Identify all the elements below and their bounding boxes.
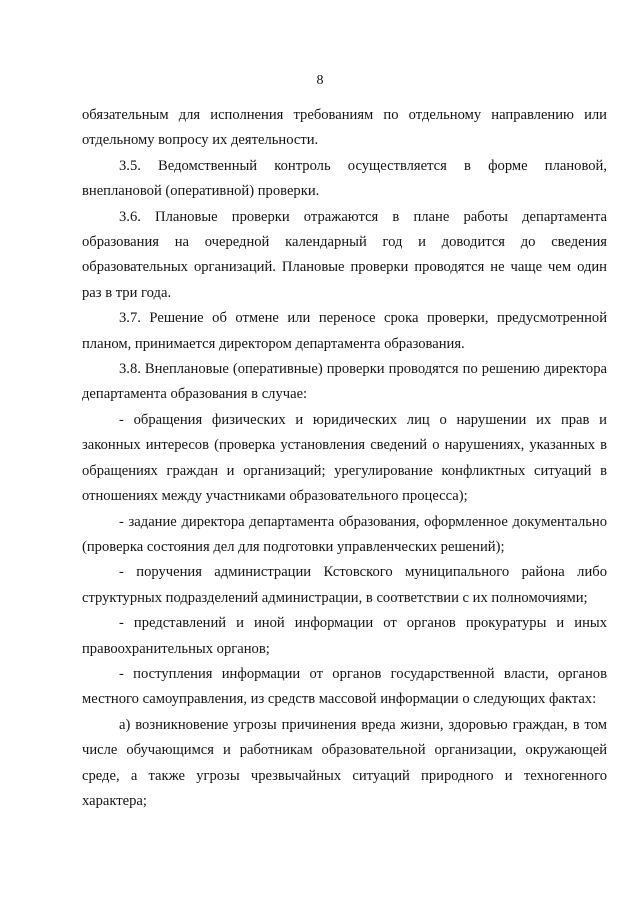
paragraph-continuation: обязательным для исполнения требованиям по отдельному направлению или отдельному вопросу их деятельности. [82,107,607,149]
list-item-director-assignment: - задание директора департамента образования, оформленное документально (проверка состояния дел для подготовки управленческих решений); [82,513,607,555]
list-item-authority-info: - поступления информации от органов государственной власти, органов местного самоуправления, из средств массовой информации о следующих фактах: [82,665,607,708]
paragraph-3-7: 3.7. Решение об отмене или переносе срока проверки, предусмотренной планом, принимается директором департамента образования. [82,310,607,352]
list-item-prosecutor-info: - представлений и иной информации от органов прокуратуры и иных правоохранительных органов; [82,615,607,657]
paragraph-3-6: 3.6. Плановые проверки отражаются в плане работы департамента образования на очередной календарный год и доводится до сведения образовательных организаций. Плановые проверки проводятся не чаще чем один раз в три года. [82,208,607,301]
list-item-citizen-appeals: - обращения физических и юридических лиц о нарушении их прав и законных интересов (проверка установления сведений о нарушениях, указанных в обращениях граждан и организаций; урегулирование конфликтных ситуаций в отношениях между участниками образовательного процесса); [82,411,607,505]
document-body [82,103,607,814]
paragraph-3-8: 3.8. Внеплановые (оперативные) проверки проводятся по решению директора департамента образования в случае: [82,361,607,403]
sub-item-a-threat: а) возникновение угрозы причинения вреда жизни, здоровью граждан, в том числе обучающимся и работникам образовательной организации, окружающей среде, а также угрозы чрезвычайных ситуаций природного и техногенного характера; [82,716,607,809]
page-number: 8 [316,73,324,88]
list-item-administration-order: - поручения администрации Кстовского муниципального района либо структурных подразделений администрации, в соответствии с их полномочиями; [82,564,607,606]
paragraph-3-5: 3.5. Ведомственный контроль осуществляется в форме плановой, внеплановой (оперативной) проверки. [82,157,607,200]
